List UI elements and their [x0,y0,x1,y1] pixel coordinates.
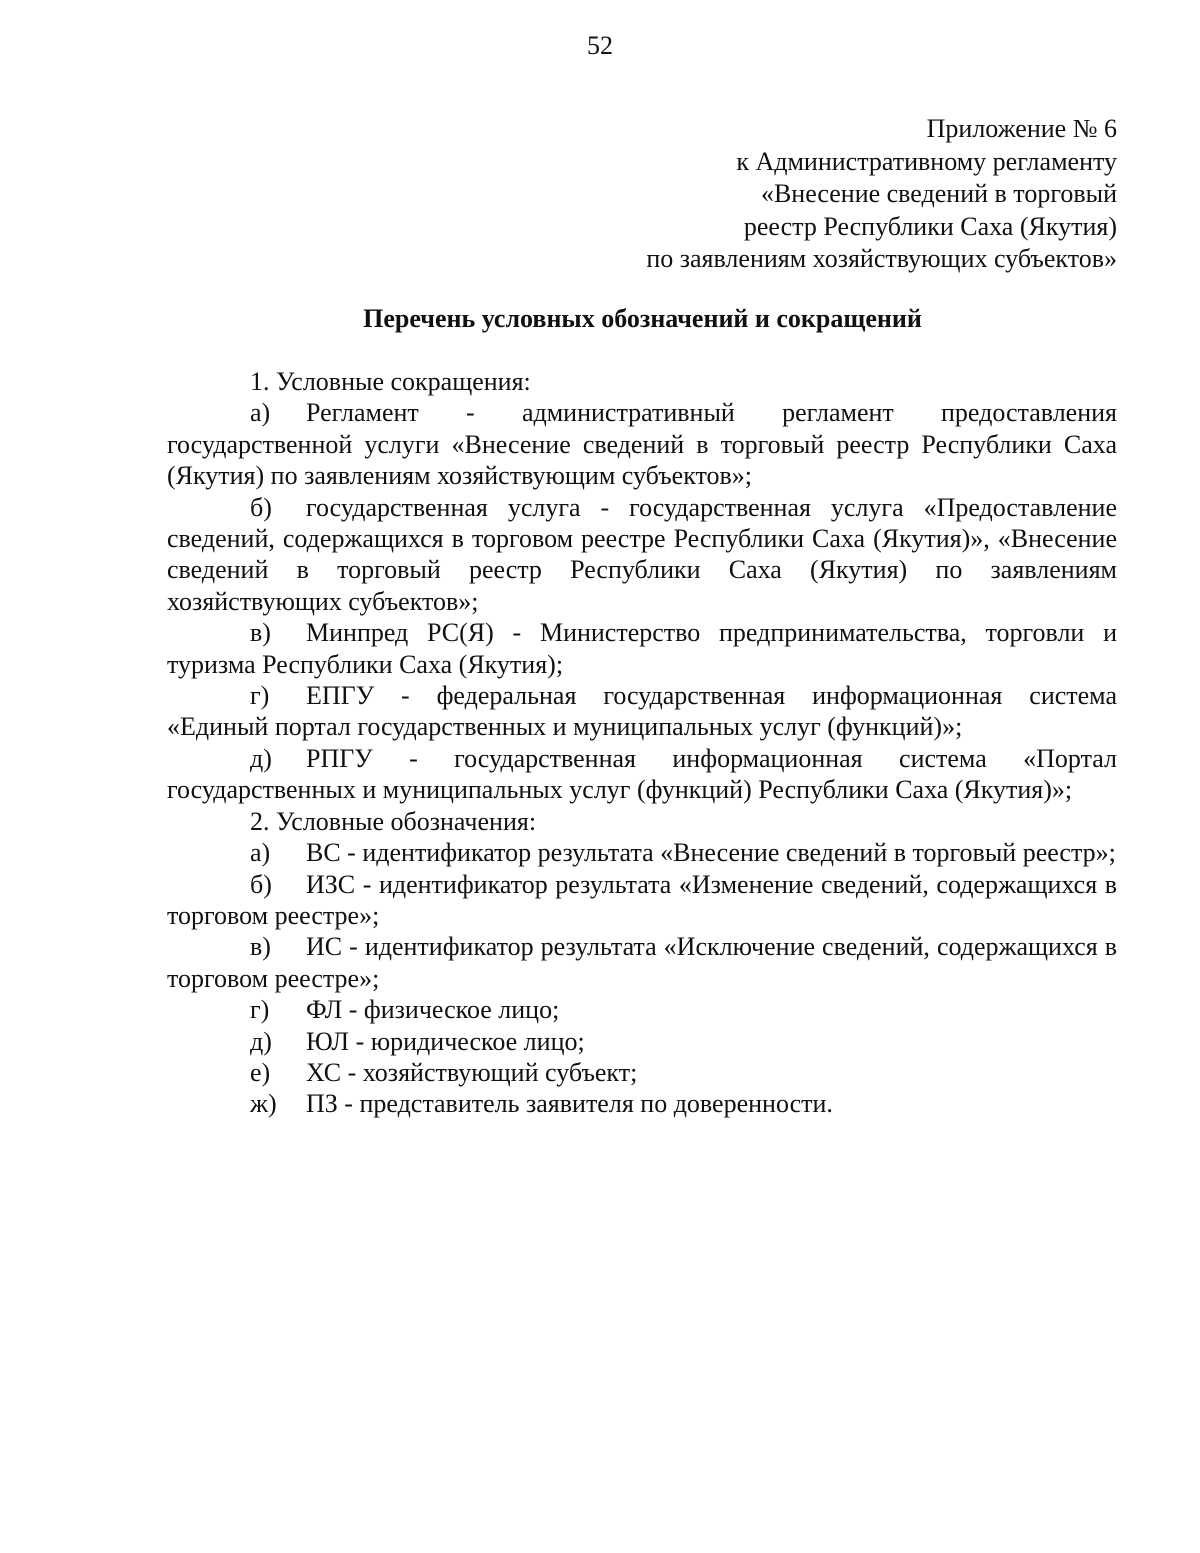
list-item-letter: д) [250,1026,272,1056]
appendix-line: реестр Республики Саха (Якутия) [743,211,1117,241]
list-item [167,617,1117,680]
appendix-reference [646,113,1117,276]
list-item-letter: б) [250,492,272,522]
list-item-text: ХС - хозяйствующий субъект; [306,1057,638,1087]
section-heading-symbols: 2. Условные обозначения: [250,806,537,836]
list-item-letter: б) [250,869,272,899]
list-item [167,1088,1117,1119]
list-item-letter: ж) [250,1089,277,1119]
list-item-text: ЮЛ - юридическое лицо; [306,1026,585,1056]
list-item-letter: е) [250,1057,271,1087]
list-item-text: ВС - идентификатор результата «Внесение сведений в торговый реестр»; [306,838,1116,868]
list-item [167,680,1117,743]
list-item-text: ФЛ - физическое лицо; [306,995,560,1025]
list-item [167,1057,1117,1088]
list-item [167,492,1117,618]
list-item-letter: в) [250,932,271,962]
list-item [167,743,1117,806]
list-item-letter: а) [250,838,271,868]
page-number: 52 [587,31,613,60]
list-item-text: ПЗ - представитель заявителя по доверенности. [306,1089,833,1119]
list-item-text: государственная услуга - государственная услуга «Предоставление сведений, содержащихся в торговом реестре Республики Саха (Якутия)», «Внесение сведений в торговый реестр Республики Саха (Якутия) по заявлениям хозяйствующих субъектов»; [167,492,1117,616]
appendix-line: Приложение № 6 [926,114,1117,143]
list-item [167,994,1117,1025]
list-item [167,931,1117,994]
list-item-text: ИС - идентификатор результата «Исключение сведений, содержащихся в торговом реестре»; [167,932,1117,993]
list-item-text: ЕПГУ - федеральная государственная информационная система «Единый портал государственных и муниципальных услуг (функций)»; [167,681,1117,742]
appendix-line: к Административному регламенту [736,146,1117,176]
list-item-letter: в) [250,618,271,648]
list-item-letter: г) [250,995,270,1025]
list-item-letter: г) [250,681,270,711]
appendix-line: «Внесение сведений в торговый [760,179,1117,208]
list-item-text: РПГУ - государственная информационная система «Портал государственных и муниципальных услуг (функций) Республики Саха (Якутия)»; [167,743,1117,805]
list-item [167,1026,1117,1057]
list-item [167,397,1117,491]
list-item-letter: а) [250,398,271,428]
list-item-text: ИЗС - идентификатор результата «Изменение сведений, содержащихся в торговом реестре»; [167,869,1117,930]
appendix-line: по заявлениям хозяйствующих субъектов» [646,244,1117,273]
list-item-text: Регламент - административный регламент предоставления государственной услуги «Внесение сведений в торговый реестр Республики Саха (Якутия) по заявлениям хозяйствующим субъектов»; [167,398,1117,491]
document-title: Перечень условных обозначений и сокращений [363,304,922,333]
list-item [167,837,1117,868]
document-body [167,366,1117,1120]
list-item-letter: д) [250,743,272,773]
list-item-text: Минпред РС(Я) - Министерство предпринимательства, торговли и туризма Республики Саха (Якутия); [167,618,1117,679]
section-heading-abbreviations: 1. Условные сокращения: [250,367,531,396]
list-item [167,869,1117,932]
